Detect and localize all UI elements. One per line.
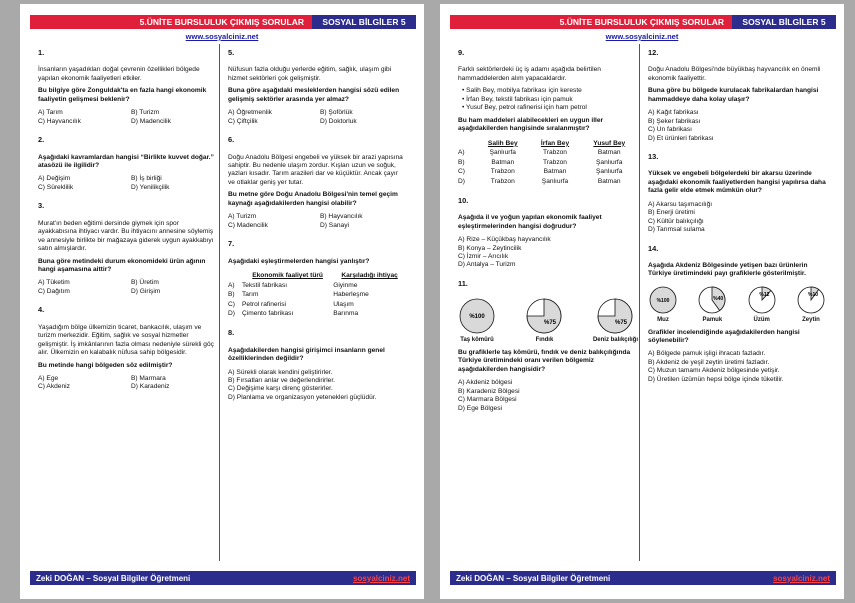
- question-number: 3.: [38, 201, 45, 211]
- footer-author: Zeki DOĞAN – Sosyal Bilgiler Öğretmeni: [456, 573, 611, 583]
- pie-chart-group: [458, 297, 638, 345]
- question-prompt: Buna göre metindeki durum ekonomideki ürün ağının hangi aşamasına aittir?: [38, 257, 206, 273]
- option-a[interactable]: A) Tarım: [38, 109, 63, 117]
- pie-data-label: %40: [713, 295, 724, 302]
- question-5: [228, 48, 406, 126]
- list-item: • İrfan Bey, tekstil fabrikası için pamuk: [462, 95, 573, 103]
- pie-data-label: %75: [544, 320, 557, 327]
- option-a[interactable]: A) Rize – Küçükbaş hayvancılık: [458, 236, 551, 244]
- question-text: Aşağıda Akdeniz Bölgesinde yetişen bazı ürünlerin Türkiye üretimindeki payı grafiklerle gösterilmiştir.: [648, 261, 808, 278]
- pie-fındık: [525, 297, 563, 345]
- table-row[interactable]: A) Şanlıurfa Trabzon Batman: [458, 149, 621, 157]
- option-c[interactable]: C) Kültür balıkçılığı: [648, 217, 704, 225]
- options: [38, 175, 218, 192]
- option-d[interactable]: D) Tarımsal sulama: [648, 226, 705, 234]
- pie-category-label: Deniz balıkçılığı: [592, 337, 638, 344]
- question-prompt: Bu metne göre Doğu Anadolu Bölgesi'nin temel geçim kaynağı aşağıdakilerden hangisi olabilir?: [228, 191, 398, 207]
- option-b[interactable]: B) Şoförlük: [320, 109, 353, 117]
- option-c[interactable]: C) Değişime karşı direnç gösterirler.: [228, 385, 333, 393]
- pie-chart: [697, 285, 727, 315]
- matching-table: [228, 271, 406, 319]
- options: [648, 350, 826, 384]
- pie-zeytin: [796, 285, 826, 325]
- options: [38, 375, 218, 392]
- question-text: Yaşadığım bölge ülkemizin ticaret, bankacılık, ulaşım ve turizm merkezidir. Eğitim, sağlık ve sosyal hizmetler gelişmiştir. İş imkânlarının fazla olması nedeniyle sürekli göç alır. Ülkemizin en kalabalık nüfusa sahip bölgesidir.: [38, 323, 214, 357]
- question-number: 11.: [458, 278, 468, 288]
- option-d[interactable]: D) Üretilen üzümün hepsi bölge içinde tüketilir.: [648, 375, 784, 383]
- question-prompt: Bu ham maddeleri alabilecekleri en uygun iller aşağıdakilerden hangisinde sıralanmıştır?: [458, 116, 604, 133]
- right-page: [440, 4, 844, 599]
- options: [38, 279, 218, 296]
- pie-category-label: Taş kömürü: [460, 337, 494, 344]
- question-number: 1.: [38, 48, 45, 57]
- pie-chart: [596, 297, 634, 335]
- table-header: İrfan Bey: [540, 139, 570, 147]
- pie-pamuk: [697, 285, 727, 325]
- question-text: Nüfusun fazla olduğu yerlerde eğitim, sağlık, ulaşım gibi hizmet sektörleri çok gelişmiştir.: [228, 66, 392, 82]
- footer-link[interactable]: sosyalciniz.net: [353, 573, 410, 583]
- option-a[interactable]: A) Kağıt fabrikası: [648, 109, 699, 117]
- option-d[interactable]: D) Doktorluk: [320, 117, 357, 125]
- footer-link[interactable]: sosyalciniz.net: [773, 573, 830, 583]
- left-column: [458, 48, 638, 422]
- question-2: [38, 135, 218, 192]
- option-c[interactable]: C) Muzun tamamı Akdeniz bölgesinde yetişir.: [648, 367, 780, 375]
- option-a[interactable]: A) Akdeniz bölgesi: [458, 379, 513, 387]
- question-8: [228, 328, 406, 402]
- option-b[interactable]: B) Konya – Zeytincilik: [458, 244, 522, 252]
- right-column: [228, 48, 406, 411]
- pie-data-label: %100: [469, 314, 485, 321]
- question-text: Doğu Anadolu Bölgesi engebeli ve yüksek bir arazi yapısına sahiptir. Bu nedenle ulaşım zordur. Kışları uzun ve soğuk, yazları kısadır. Tarım arazileri dar ve küçüktür. Ancak çayır ve otlaklar geniş yer tutar.: [228, 153, 403, 186]
- pie-chart: [525, 297, 563, 335]
- right-column: [648, 48, 826, 393]
- question-number: 12.: [648, 48, 659, 57]
- pie-chart: [458, 297, 496, 335]
- question-prompt: Buna göre aşağıdaki mesleklerden hangisi sözü edilen gelişmiş sektörler arasında yer almaz?: [228, 87, 400, 103]
- question-13: [648, 152, 826, 235]
- question-number: 14.: [648, 243, 659, 253]
- list-item: • Salih Bey, mobilya fabrikası için kereste: [462, 87, 582, 95]
- pie-data-label: %100: [656, 297, 670, 304]
- pie-muz: [648, 285, 678, 325]
- question-prompt: Buna göre bu bölgede kurulacak fabrikalardan hangisi hammaddeye daha kolay ulaşır?: [648, 87, 819, 103]
- table-row[interactable]: A) Tekstil fabrikası Giyinme: [228, 281, 358, 289]
- options: [458, 379, 638, 413]
- table-header: Salih Bey: [487, 139, 518, 147]
- question-4: [38, 305, 218, 392]
- option-b[interactable]: B) Üretim: [131, 279, 159, 287]
- pie-data-label: %75: [615, 320, 628, 327]
- question-number: 10.: [458, 195, 469, 205]
- page-footer: [30, 571, 416, 585]
- option-b[interactable]: B) Şeker fabrikası: [648, 117, 701, 125]
- question-prompt: Bu grafiklerle taş kömürü, fındık ve deniz balıkçılığında Türkiye üretimindeki oranı verilen bölgemiz aşağıdakilerden hangisidir?: [458, 348, 631, 373]
- options: [228, 369, 406, 403]
- option-a[interactable]: A) Bölgede pamuk işligi ihracatı fazladır.: [648, 350, 766, 358]
- options: [38, 109, 218, 126]
- pie-chart: [747, 285, 777, 315]
- option-a[interactable]: A) Ege: [38, 374, 59, 382]
- table-header: Yusuf Bey: [593, 139, 626, 147]
- option-c[interactable]: C) Çiftçilik: [228, 117, 258, 125]
- option-b[interactable]: B) Marmara: [131, 374, 166, 382]
- option-d[interactable]: D) Girişim: [131, 287, 161, 295]
- page-footer: [450, 571, 836, 585]
- pie-category-label: Pamuk: [702, 316, 723, 323]
- answer-table: [458, 139, 638, 187]
- option-a[interactable]: A) Akarsu taşımacılığı: [648, 200, 713, 208]
- header-subject: SOSYAL BİLGİLER 5: [312, 15, 416, 29]
- option-d[interactable]: D) Yenilikçilik: [131, 183, 170, 191]
- column-divider: [219, 44, 220, 561]
- option-b[interactable]: B) Karadeniz Bölgesi: [458, 387, 520, 395]
- footer-author: Zeki DOĞAN – Sosyal Bilgiler Öğretmeni: [36, 573, 191, 583]
- column-divider: [639, 44, 640, 561]
- question-12: [648, 48, 826, 143]
- question-number: 9.: [458, 48, 465, 57]
- question-prompt: Bu bilgiye göre Zonguldak'ta en fazla hangi ekonomik faaliyetin gelişmesi beklenir?: [38, 87, 207, 103]
- options: [228, 213, 406, 230]
- question-prompt: Aşağıdaki eşleştirmelerden hangisi yanlıştır?: [228, 257, 370, 265]
- option-d[interactable]: D) Sanayi: [320, 221, 349, 229]
- table-row[interactable]: B) Batman Trabzon Şanlıurfa: [458, 158, 623, 166]
- option-c[interactable]: C) Süreklilik: [38, 183, 74, 191]
- question-number: 2.: [38, 135, 45, 145]
- list-item: • Yusuf Bey, petrol rafinerisi için ham petrol: [462, 104, 587, 112]
- pie-deniz-balıkçılığı: [593, 297, 638, 345]
- question-10: [458, 196, 638, 270]
- options: [458, 236, 638, 270]
- pie-chart-group: [648, 285, 826, 325]
- question-number: 6.: [228, 135, 235, 145]
- question-text: Murat'ın beden eğitimi dersinde giymek için spor ayakkabısına ihtiyacı vardır. Bu ihtiyacını annesine söylemiş ve annesiyle birlikte bir mağazaya giderek uygun ayakkabıyı satın almışlardır.: [38, 219, 214, 253]
- option-a[interactable]: A) Değişim: [38, 175, 71, 183]
- pie-data-label: %12: [759, 291, 770, 298]
- option-c[interactable]: C) Akdeniz: [38, 383, 70, 391]
- question-number: 8.: [228, 328, 235, 338]
- table-row[interactable]: B) Tarım Haberleşme: [228, 291, 369, 299]
- site-link[interactable]: www.sosyalciniz.net: [185, 32, 259, 41]
- option-b[interactable]: B) Turizm: [131, 109, 160, 117]
- pie-category-label: Üzüm: [753, 316, 770, 323]
- option-d[interactable]: D) Antalya – Turizm: [458, 261, 516, 269]
- option-a[interactable]: A) Öğretmenlik: [228, 109, 272, 117]
- question-number: 5.: [228, 48, 235, 57]
- table-row[interactable]: C) Petrol rafinerisi Ulaşım: [228, 300, 354, 308]
- options: [648, 109, 826, 143]
- question-11: [458, 279, 638, 413]
- question-prompt: Grafikler incelendiğinde aşağıdakilerden hangisi söylenebilir?: [648, 328, 800, 344]
- option-d[interactable]: D) Karadeniz: [131, 383, 170, 391]
- question-number: 13.: [648, 151, 659, 161]
- options: [648, 201, 826, 235]
- left-column: [38, 48, 218, 401]
- question-number: 4.: [38, 305, 45, 315]
- option-b[interactable]: B) Fırsatları anlar ve değerlendirirler.: [228, 376, 336, 384]
- question-6: [228, 135, 406, 230]
- pie-category-label: Zeytin: [802, 316, 820, 323]
- header-title: 5.ÜNİTE BURSLULUK ÇIKMIŞ SORULAR: [450, 15, 732, 29]
- option-a[interactable]: A) Sürekli olarak kendini geliştirirler.: [228, 368, 333, 376]
- question-text: İnsanların yaşadıkları doğal çevrenin özellikleri bölgede yapılan ekonomik faaliyetleri etkiler.: [38, 66, 200, 82]
- question-3: [38, 201, 218, 296]
- option-c[interactable]: C) Marmara Bölgesi: [458, 396, 517, 404]
- question-1: [38, 48, 218, 126]
- question-number: 7.: [228, 239, 235, 249]
- option-d[interactable]: D) Madencilik: [131, 117, 171, 125]
- option-d[interactable]: D) Ege Bölgesi: [458, 404, 502, 412]
- question-14: [648, 244, 826, 385]
- table-row[interactable]: D) Çimento fabrikası Barınma: [228, 310, 359, 318]
- question-9: [458, 48, 638, 187]
- question-text: Doğu Anadolu Bölgesi'nde büyükbaş hayvancılık en önemli ekonomik faaliyettir.: [648, 66, 821, 82]
- pie-category-label: Fındık: [535, 337, 554, 344]
- question-prompt: Yüksek ve engebeli bölgelerdeki bir akarsu üzerinde aşağıdaki ekonomik faaliyetlerden hangisi yapılırsa daha fazla gelir elde etmek mümkün olur?: [648, 170, 826, 195]
- left-page: [20, 4, 424, 599]
- option-d[interactable]: D) Et ürünleri fabrikası: [648, 134, 714, 142]
- pie-üzüm: [747, 285, 777, 325]
- question-prompt: Aşağıdakilerden hangisi girişimci insanların genel özelliklerinden değildir?: [228, 346, 385, 363]
- question-prompt: Bu metinde hangi bölgeden söz edilmiştir?: [38, 361, 173, 369]
- option-a[interactable]: A) Tüketim: [38, 279, 70, 287]
- pie-chart: [648, 285, 678, 315]
- option-c[interactable]: C) Dağıtım: [38, 287, 70, 295]
- option-b[interactable]: B) Hayvancılık: [320, 213, 363, 221]
- question-prompt: Aşağıdaki kavramlardan hangisi “Birlikte kuvvet doğar.” atasözü ile ilgilidir?: [38, 153, 214, 169]
- pie-category-label: Muz: [657, 316, 669, 323]
- pie-chart: [796, 285, 826, 315]
- option-d[interactable]: D) Planlama ve organizasyon yetenekleri güçlüdür.: [228, 393, 377, 401]
- question-text: Farklı sektörlerdeki üç iş adamı aşağıda belirtilen hammaddelerden alım yapacaklardır.: [458, 66, 601, 82]
- option-b[interactable]: B) İş birliği: [131, 175, 162, 183]
- header-subject: SOSYAL BİLGİLER 5: [732, 15, 836, 29]
- option-c[interactable]: C) İzmir – Arıcılık: [458, 252, 509, 260]
- pie-data-label: %10: [807, 291, 819, 298]
- header-title: 5.ÜNİTE BURSLULUK ÇIKMIŞ SORULAR: [30, 15, 312, 29]
- bullet-list: [458, 87, 638, 112]
- table-header: Ekonomik faaliyet türü: [252, 271, 323, 279]
- table-row[interactable]: C) Trabzon Batman Şanlıurfa: [458, 168, 623, 176]
- table-row[interactable]: D) Trabzon Şanlıurfa Batman: [458, 177, 621, 185]
- option-a[interactable]: A) Turizm: [228, 213, 257, 221]
- option-c[interactable]: C) Un fabrikası: [648, 126, 692, 134]
- table-header: Karşıladığı ihtiyaç: [341, 271, 398, 279]
- site-link[interactable]: www.sosyalciniz.net: [605, 32, 679, 41]
- option-c[interactable]: C) Madencilik: [228, 221, 268, 229]
- page-header: [450, 15, 836, 29]
- option-b[interactable]: B) Akdeniz de yeşil zeytin üretimi fazladır.: [648, 358, 770, 366]
- question-prompt: Aşağıda il ve yoğun yapılan ekonomik faaliyet eşleştirmelerinden hangisi doğrudur?: [458, 214, 602, 230]
- options: [228, 109, 406, 126]
- option-c[interactable]: C) Hayvancılık: [38, 117, 81, 125]
- page-header: [30, 15, 416, 29]
- option-b[interactable]: B) Enerji üretimi: [648, 209, 695, 217]
- question-7: [228, 239, 406, 319]
- pie-taş-kömürü: [458, 297, 496, 345]
